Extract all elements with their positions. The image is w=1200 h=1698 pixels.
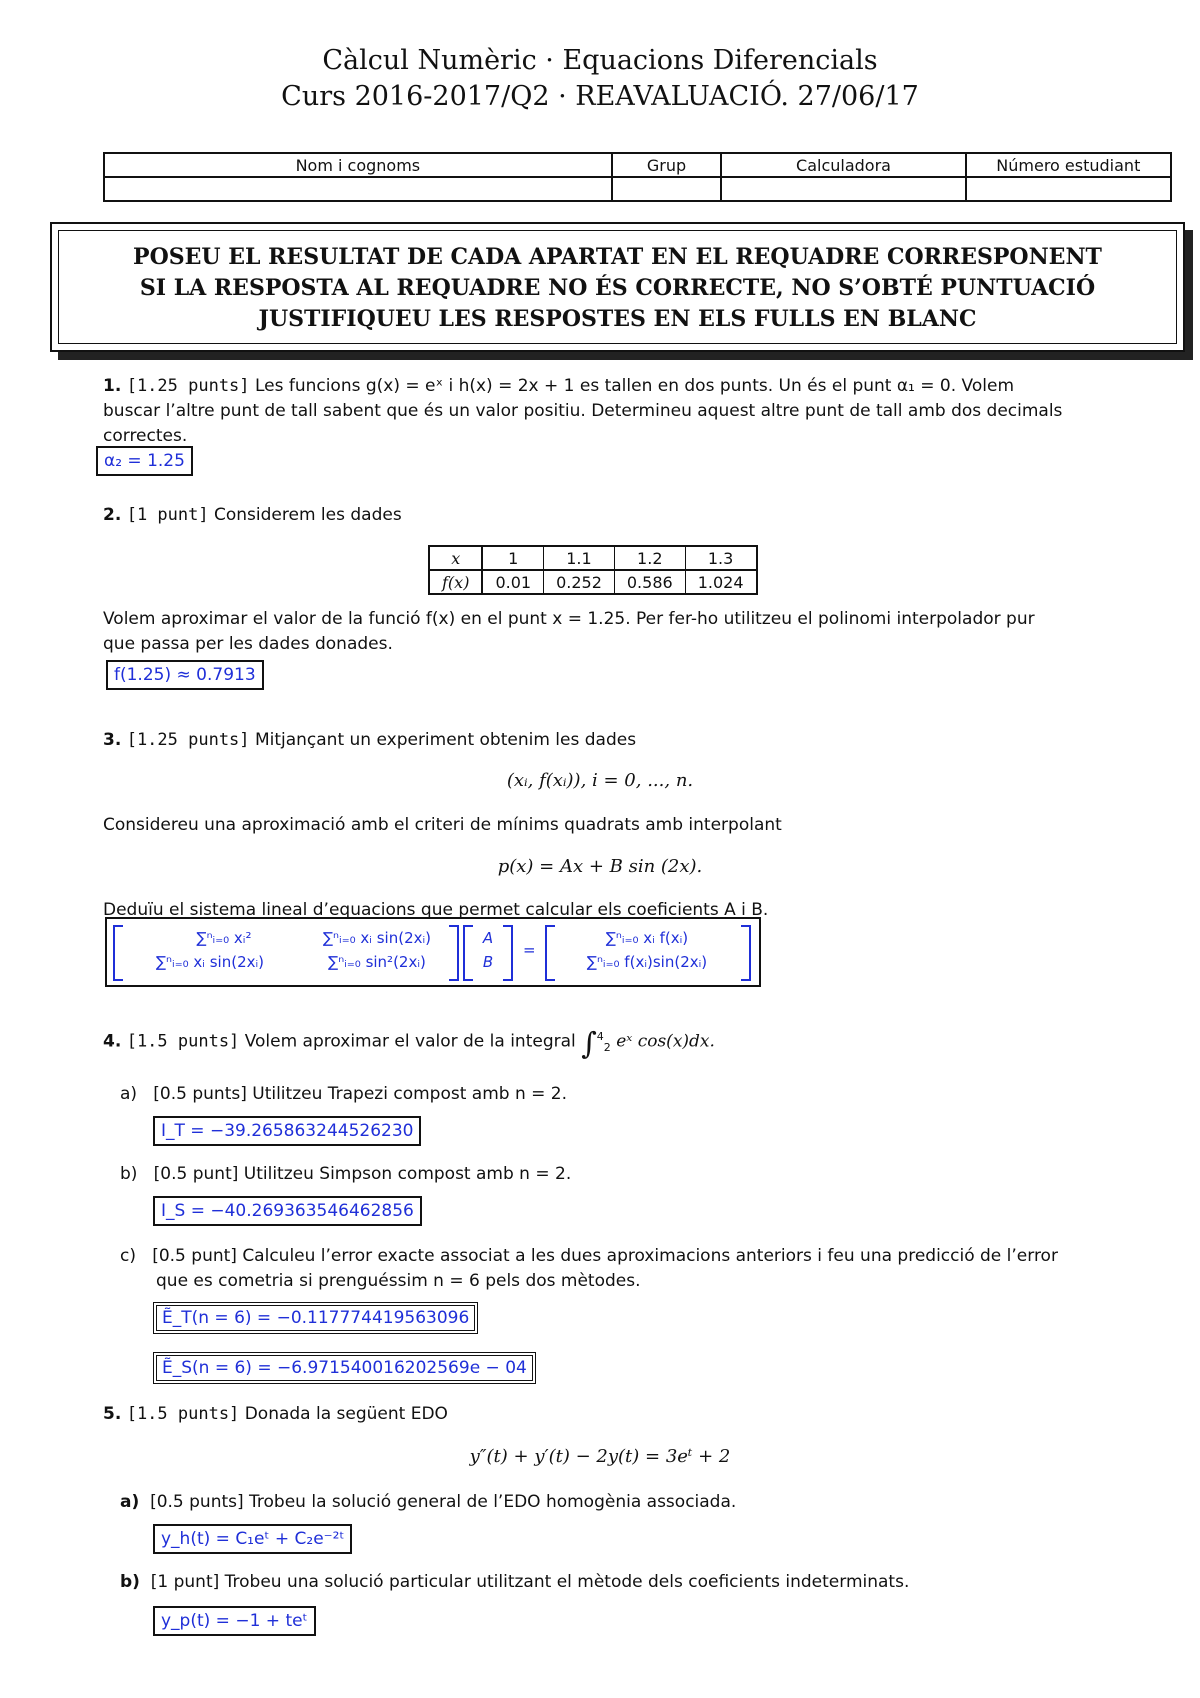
notice-line-3: JUSTIFIQUEU LES RESPOSTES EN ELS FULLS EN BLANC — [258, 306, 977, 332]
right-bracket-icon — [741, 925, 751, 981]
q5b-text — [120, 1570, 1120, 1595]
notice-line-2: SI LA RESPOSTA AL REQUADRE NO ÉS CORRECTE, NO S’OBTÉ PUNTUACIÓ — [139, 275, 1096, 301]
matrix-var-b: B — [482, 953, 494, 971]
q5a-label: a) — [120, 1492, 140, 1512]
notice-line-1: POSEU EL RESULTAT DE CADA APARTAT EN EL REQUADRE CORRESPONENT — [133, 244, 1102, 270]
q4a-answer-box: I_T = −39.265863244526230 — [153, 1116, 421, 1146]
table-x-label: x — [429, 546, 482, 570]
q3-eq-data: (xᵢ, f(xᵢ)), i = 0, ..., n. — [506, 770, 694, 791]
q1-text-a: Les funcions g(x) = eˣ i h(x) = 2x + 1 es tallen en dos punts. Un és el punt α₁ = 0. Volem — [254, 376, 1015, 396]
q1-text-b: buscar l’altre punt de tall sabent que és un valor positiu. Determineu aquest altre punt de tall amb dos decimals — [103, 401, 1063, 421]
notice-box — [50, 222, 1185, 352]
matrix-var-a: A — [482, 929, 494, 947]
q1-text-c: correctes. — [103, 426, 188, 446]
q5-intro: Donada la següent EDO — [244, 1404, 448, 1424]
calculator-field[interactable] — [721, 177, 965, 201]
q3-intro: Mitjançant un experiment obtenim les dades — [254, 730, 637, 750]
f-value: 1.024 — [685, 570, 756, 594]
q1-answer-box: α₂ = 1.25 — [96, 446, 193, 476]
q4-text — [103, 1024, 1103, 1060]
q4c-label: c) — [120, 1246, 136, 1266]
x-value: 1.3 — [685, 546, 756, 570]
left-bracket-icon — [545, 925, 555, 981]
q2-text — [103, 503, 1103, 528]
q3-number: 3. — [103, 730, 122, 750]
q4-number: 4. — [103, 1031, 122, 1052]
x-value: 1.2 — [614, 546, 685, 570]
q4c-text — [120, 1244, 1120, 1294]
q5-edo: y″(t) + y′(t) − 2y(t) = 3eᵗ + 2 — [469, 1446, 731, 1467]
group-field[interactable] — [612, 177, 722, 201]
right-bracket-icon — [503, 925, 513, 981]
q4b-answer-box: I_S = −40.269363546462856 — [153, 1196, 422, 1226]
col-group-header: Grup — [612, 153, 722, 177]
student-info-table — [103, 152, 1172, 202]
matrix-a11: ∑ⁿᵢ₌₀ xᵢ² — [196, 929, 252, 947]
q3-answer-matrix — [105, 917, 761, 987]
q1-number: 1. — [103, 376, 122, 396]
q3-text3: Deduïu el sistema lineal d’equacions que permet calcular els coeficients A i B. — [103, 900, 769, 920]
q5-text — [103, 1402, 1103, 1427]
q2-text-after-b: que passa per les dades donades. — [103, 634, 393, 654]
q4a-text — [120, 1082, 1120, 1107]
matrix-a21: ∑ⁿᵢ₌₀ xᵢ sin(2xᵢ) — [155, 953, 265, 971]
q5b-answer-box: y_p(t) = −1 + teᵗ — [153, 1606, 316, 1636]
q4-intro: Volem aproximar el valor de la integral — [244, 1031, 576, 1052]
q5-number: 5. — [103, 1404, 122, 1424]
integral-upper: 4 — [596, 1030, 604, 1043]
col-calculator-header: Calculadora — [721, 153, 965, 177]
matrix-b1: ∑ⁿᵢ₌₀ xᵢ f(xᵢ) — [605, 929, 689, 947]
x-value: 1 — [482, 546, 543, 570]
q4c-answer-box-1 — [153, 1302, 478, 1334]
q4b-label: b) — [120, 1164, 138, 1184]
integrand: eˣ cos(x)dx. — [616, 1031, 715, 1052]
col-name-header: Nom i cognoms — [104, 153, 612, 177]
q4c-answer-box-2 — [153, 1352, 536, 1384]
f-value: 0.252 — [544, 570, 615, 594]
table-f-label: f(x) — [429, 570, 482, 594]
title-line-1: Càlcul Numèric · Equacions Diferencials — [322, 45, 878, 76]
q5a-statement: [0.5 punts] Trobeu la solució general de l’EDO homogènia associada. — [150, 1492, 737, 1512]
q5-points: [1.5 punts] — [126, 1404, 240, 1424]
q2-number: 2. — [103, 505, 122, 525]
q2-intro: Considerem les dades — [214, 505, 402, 525]
q4a-label: a) — [120, 1084, 138, 1104]
q3-points: [1.25 punts] — [126, 730, 250, 750]
q1-text — [103, 374, 1103, 449]
f-value: 0.01 — [482, 570, 543, 594]
left-bracket-icon — [113, 925, 123, 981]
name-field[interactable] — [104, 177, 612, 201]
f-value: 0.586 — [614, 570, 685, 594]
matrix-b2: ∑ⁿᵢ₌₀ f(xᵢ)sin(2xᵢ) — [586, 953, 708, 971]
q3-text2: Considereu una aproximació amb el criteri de mínims quadrats amb interpolant — [103, 815, 782, 835]
q4-points: [1.5 punts] — [126, 1031, 240, 1052]
matrix-equals: = — [523, 941, 536, 959]
q2-text-after — [103, 607, 1103, 657]
x-value: 1.1 — [544, 546, 615, 570]
matrix-a12: ∑ⁿᵢ₌₀ xᵢ sin(2xᵢ) — [322, 929, 432, 947]
left-bracket-icon — [463, 925, 473, 981]
matrix-a22: ∑ⁿᵢ₌₀ sin²(2xᵢ) — [328, 953, 426, 971]
q4a-statement: [0.5 punts] Utilitzeu Trapezi compost amb n = 2. — [153, 1084, 567, 1104]
q2-data-table — [428, 545, 758, 595]
q5a-text — [120, 1490, 1120, 1515]
student-number-field[interactable] — [966, 177, 1171, 201]
q4c-statement-a: [0.5 punt] Calculeu l’error exacte associat a les dues aproximacions anteriors i feu una predicció de l’error — [152, 1246, 1058, 1266]
right-bracket-icon — [449, 925, 459, 981]
integral-sign-icon: ∫ — [581, 1026, 597, 1062]
q2-answer-box: f(1.25) ≈ 0.7913 — [106, 660, 264, 690]
q4b-text — [120, 1162, 1120, 1187]
q4c-answer-2: Ẽ_S(n = 6) = −6.971540016202569e − 04 — [156, 1355, 533, 1381]
col-student-number-header: Número estudiant — [966, 153, 1171, 177]
q5a-answer-box: y_h(t) = C₁eᵗ + C₂e⁻²ᵗ — [153, 1524, 352, 1554]
q5b-statement: [1 punt] Trobeu una solució particular utilitzant el mètode dels coeficients indeterminats. — [150, 1572, 910, 1592]
q1-points: [1.25 punts] — [126, 376, 250, 396]
q4c-answer-1: Ẽ_T(n = 6) = −0.117774419563096 — [156, 1305, 475, 1331]
q2-text-after-a: Volem aproximar el valor de la funció f(x) en el punt x = 1.25. Per fer-ho utilitzeu el polinomi interpolador pur — [103, 609, 1035, 629]
q3-eq-interp: p(x) = Ax + B sin (2x). — [497, 856, 703, 877]
q5b-label: b) — [120, 1572, 140, 1592]
q2-points: [1 punt] — [126, 505, 209, 525]
q3-text — [103, 728, 1103, 753]
q4c-statement-b: que es cometria si prenguéssim n = 6 pels dos mètodes. — [156, 1271, 641, 1291]
q4b-statement: [0.5 punt] Utilitzeu Simpson compost amb n = 2. — [153, 1164, 572, 1184]
integral-lower: 2 — [603, 1041, 611, 1055]
title-line-2: Curs 2016-2017/Q2 · REAVALUACIÓ. 27/06/17 — [281, 81, 919, 112]
